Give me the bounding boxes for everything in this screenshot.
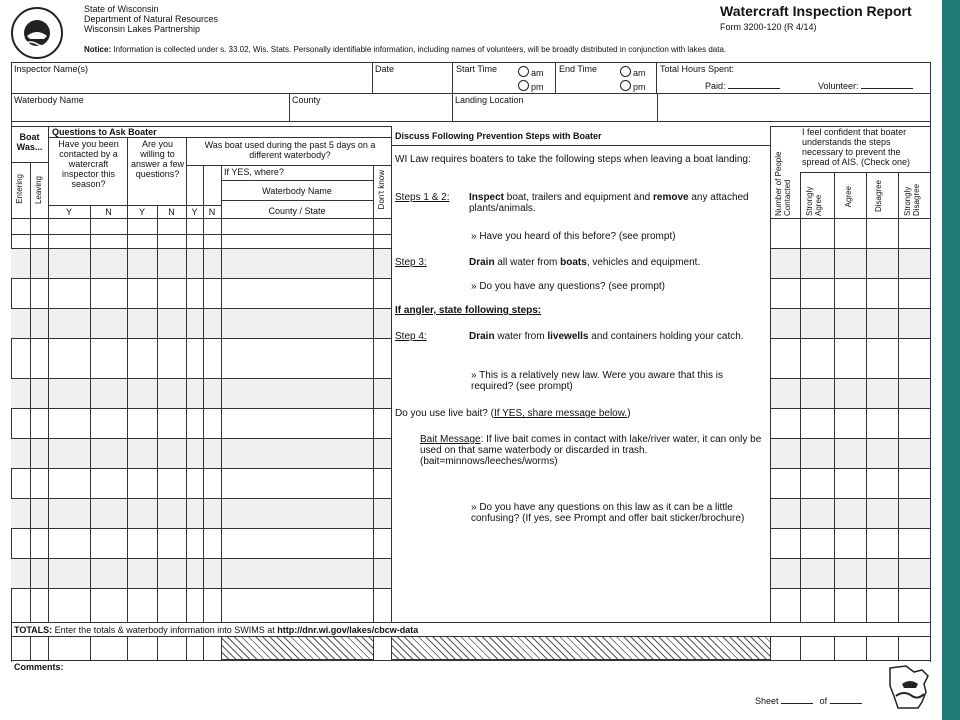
q1-yes: Y xyxy=(65,207,72,217)
live-bait-question: Do you use live bait? (If YES, share message below.) xyxy=(395,408,631,419)
step3-prompt: » Do you have any questions? (see prompt) xyxy=(471,281,665,292)
people-contacted-header: Number of People Contacted xyxy=(774,151,792,216)
inspector-names-field[interactable]: Inspector Name(s) xyxy=(14,64,89,74)
waterbody-name-field[interactable]: Waterbody Name xyxy=(14,95,84,105)
org-line2: Department of Natural Resources xyxy=(84,14,219,24)
strongly-agree-header: Strongly Agree xyxy=(805,186,823,216)
sheet-number-field[interactable] xyxy=(781,703,813,704)
q2-yes: Y xyxy=(138,207,145,217)
agree-header: Agree xyxy=(844,186,853,208)
waterbody-name-header: Waterbody Name xyxy=(262,186,332,196)
if-yes-where: If YES, where? xyxy=(224,167,284,177)
strongly-disagree-header: Strongly Disagree xyxy=(903,183,921,216)
bait-message: Bait Message: If live bait comes in contact with lake/river water, it can only be used on that same waterbody or discarded in trash. (bait=minnows/leeches/worms) xyxy=(420,434,762,467)
wisconsin-map-icon xyxy=(884,662,934,712)
sheet-total-field[interactable] xyxy=(830,703,862,704)
q1-no: N xyxy=(105,207,112,217)
totals-hatched-prevention xyxy=(391,636,771,660)
form-number: Form 3200-120 (R 4/14) xyxy=(720,22,817,32)
step12-label: Steps 1 & 2: xyxy=(395,192,450,203)
of-label: of xyxy=(819,696,828,706)
totals-row: TOTALS: Enter the totals & waterbody information into SWIMS at http://dnr.wi.gov/lakes/cbcw-data xyxy=(14,625,419,635)
total-hours-label: Total Hours Spent: xyxy=(660,64,735,74)
angler-heading: If angler, state following steps: xyxy=(395,305,542,316)
landing-location-field[interactable]: Landing Location xyxy=(455,95,524,105)
confidence-header: I feel confident that boater understands the steps necessary to prevent the spread of AIS. (Check one) xyxy=(802,127,911,167)
question-other-waterbody: Was boat used during the past 5 days on a different waterbody? xyxy=(204,140,376,160)
entering-header: Entering xyxy=(15,174,24,204)
start-am-radio[interactable]: am xyxy=(518,66,544,78)
step4-text: Drain water from livewells and containers holding your catch. xyxy=(469,331,744,342)
comments-label: Comments: xyxy=(14,662,64,672)
sheet-label: Sheet xyxy=(755,696,779,706)
notice-label: Notice: xyxy=(84,45,112,54)
step4-prompt: » This is a relatively new law. Were you aware that this is required? (see prompt) xyxy=(471,370,723,392)
clean-boats-logo xyxy=(10,6,64,60)
step12-prompt: » Have you heard of this before? (see prompt) xyxy=(471,231,676,242)
paid-label: Paid: xyxy=(705,81,726,91)
boat-was-header: Boat Was... xyxy=(16,132,43,152)
date-field[interactable]: Date xyxy=(375,64,395,74)
start-pm-radio[interactable]: pm xyxy=(518,80,544,92)
comments-field[interactable] xyxy=(80,662,780,686)
question-willing: Are you willing to answer a few questions? xyxy=(130,139,185,179)
q3-no: N xyxy=(208,207,216,217)
volunteer-field[interactable] xyxy=(861,88,913,89)
form-title: Watercraft Inspection Report xyxy=(720,3,912,19)
prevention-intro: WI Law requires boaters to take the following steps when leaving a boat landing: xyxy=(395,154,751,165)
county-field[interactable]: County xyxy=(292,95,321,105)
end-time-label: End Time xyxy=(559,64,598,74)
org-line1: State of Wisconsin xyxy=(84,4,159,14)
leaving-header: Leaving xyxy=(34,176,43,205)
start-time-label: Start Time xyxy=(456,64,498,74)
q3-yes: Y xyxy=(191,207,198,217)
notice-text: Information is collected under s. 33.02, Wis. Stats. Personally identifiable information, including names of volunteers, will be broadly distributed in conjunction with lakes data. xyxy=(113,45,727,54)
disagree-header: Disagree xyxy=(874,180,883,213)
org-line3: Wisconsin Lakes Partnership xyxy=(84,24,201,34)
questions-header: Questions to Ask Boater xyxy=(52,127,157,137)
step4-label: Step 4: xyxy=(395,331,427,342)
totals-hatched-waterbody xyxy=(221,636,374,660)
end-am-radio[interactable]: am xyxy=(620,66,646,78)
end-pm-radio[interactable]: pm xyxy=(620,80,646,92)
prevention-header: Discuss Following Prevention Steps with Boater xyxy=(395,131,602,141)
volunteer-label: Volunteer: xyxy=(818,81,859,91)
step12-text: Inspect boat, trailers and equipment and remove any attached plants/animals. xyxy=(469,192,749,214)
question-contacted: Have you been contacted by a watercraft inspector this season? xyxy=(58,139,119,189)
q2-no: N xyxy=(168,207,175,217)
step3-label: Step 3: xyxy=(395,257,427,268)
step3-text: Drain all water from boats, vehicles and equipment. xyxy=(469,257,701,268)
bait-prompt: » Do you have any questions on this law as it can be a little confusing? (If yes, see Prompt and offer bait sticker/brochure) xyxy=(471,502,745,524)
county-state-header: County / State xyxy=(268,206,326,216)
dont-know-header: Don't know xyxy=(377,170,386,210)
paid-field[interactable] xyxy=(728,88,780,89)
